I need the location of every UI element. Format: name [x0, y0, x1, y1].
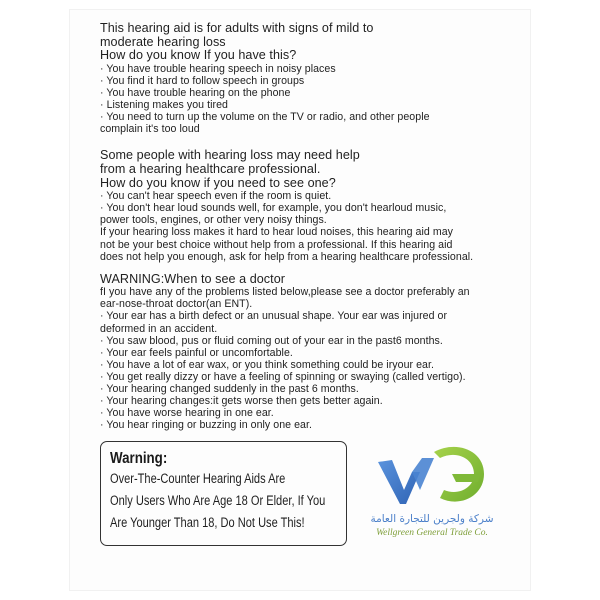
- warning-line: Only Users Who Are Age 18 Or Elder, If You: [110, 493, 326, 509]
- intro-bullet: · You need to turn up the volume on the TV or radio, and other people: [100, 111, 430, 124]
- help-bullet: · You can't hear speech even if the room is quiet.: [100, 190, 332, 203]
- doctor-bullet: · You have worse hearing in one ear.: [100, 407, 274, 420]
- help-bullet: · You don't hear loud sounds well, for example, you don't hearloud music,: [100, 202, 447, 215]
- intro-bullet: · You have trouble hearing speech in noisy places: [100, 62, 336, 75]
- help-paragraph: If your hearing loss makes it hard to hear loud noises, this hearing aid may: [100, 226, 453, 239]
- intro-question: How do you know If you have this?: [100, 48, 297, 63]
- doctor-bullet: · You hear ringing or buzzing in only one ear.: [100, 419, 312, 432]
- doctor-bullet: · Your hearing changes:it gets worse then gets better again.: [100, 395, 383, 408]
- warning-title: Warning:: [110, 450, 168, 467]
- leaflet-text: [100, 22, 525, 431]
- doctor-bullet: · You get really dizzy or have a feeling of spinning or swaying (called vertigo).: [100, 370, 466, 383]
- brand-english-name: Wellgreen General Trade Co.: [376, 528, 488, 538]
- intro-line: This hearing aid is for adults with signs of mild to: [100, 21, 374, 35]
- doctor-bullet: · Your ear feels painful or uncomfortable.: [100, 346, 293, 359]
- intro-bullet: · You find it hard to follow speech in groups: [100, 74, 305, 87]
- doctor-line: fI you have any of the problems listed below,please see a doctor preferably an: [100, 286, 470, 299]
- age-warning-box: [100, 441, 347, 546]
- intro-section: [100, 22, 525, 135]
- brand-arabic-name: شركة ولجرين للتجارة العامة: [370, 513, 494, 525]
- help-paragraph: does not help you enough, ask for help from a hearing healthcare professional.: [100, 250, 474, 263]
- help-bullet: power tools, engines, or other very noisy things.: [100, 214, 327, 227]
- warning-line: Over-The-Counter Hearing Aids Are: [110, 471, 286, 487]
- doctor-bullet: · Your hearing changed suddenly in the past 6 months.: [100, 383, 359, 396]
- help-paragraph: not be your best choice without help from a professional. If this hearing aid: [100, 238, 453, 251]
- warning-line: Are Younger Than 18, Do Not Use This!: [110, 515, 305, 531]
- help-line: Some people with hearing loss may need help: [100, 148, 360, 163]
- help-question: How do you know if you need to see one?: [100, 175, 336, 190]
- intro-bullet: complain it's too loud: [100, 123, 200, 136]
- help-line: from a hearing healthcare professional.: [100, 161, 321, 176]
- intro-bullet: · You have trouble hearing on the phone: [100, 86, 291, 99]
- intro-bullet: · Listening makes you tired: [100, 99, 228, 112]
- doctor-bullet: · Your ear has a birth defect or an unusual shape. Your ear was injured or: [100, 310, 448, 323]
- doctor-bullet: deformed in an accident.: [100, 322, 218, 335]
- doctor-bullet: · You have a lot of ear wax, or you think something could be iryour ear.: [100, 358, 434, 371]
- doctor-bullet: · You saw blood, pus or fluid coming out of your ear in the past6 months.: [100, 334, 443, 347]
- doctor-heading: WARNING:When to see a doctor: [100, 271, 286, 286]
- wellgreen-logo-icon: [372, 432, 492, 512]
- doctor-line: ear-nose-throat doctor(an ENT).: [100, 298, 253, 311]
- help-section: [100, 149, 525, 262]
- doctor-section: [100, 273, 525, 432]
- intro-line: moderate hearing loss: [100, 34, 226, 49]
